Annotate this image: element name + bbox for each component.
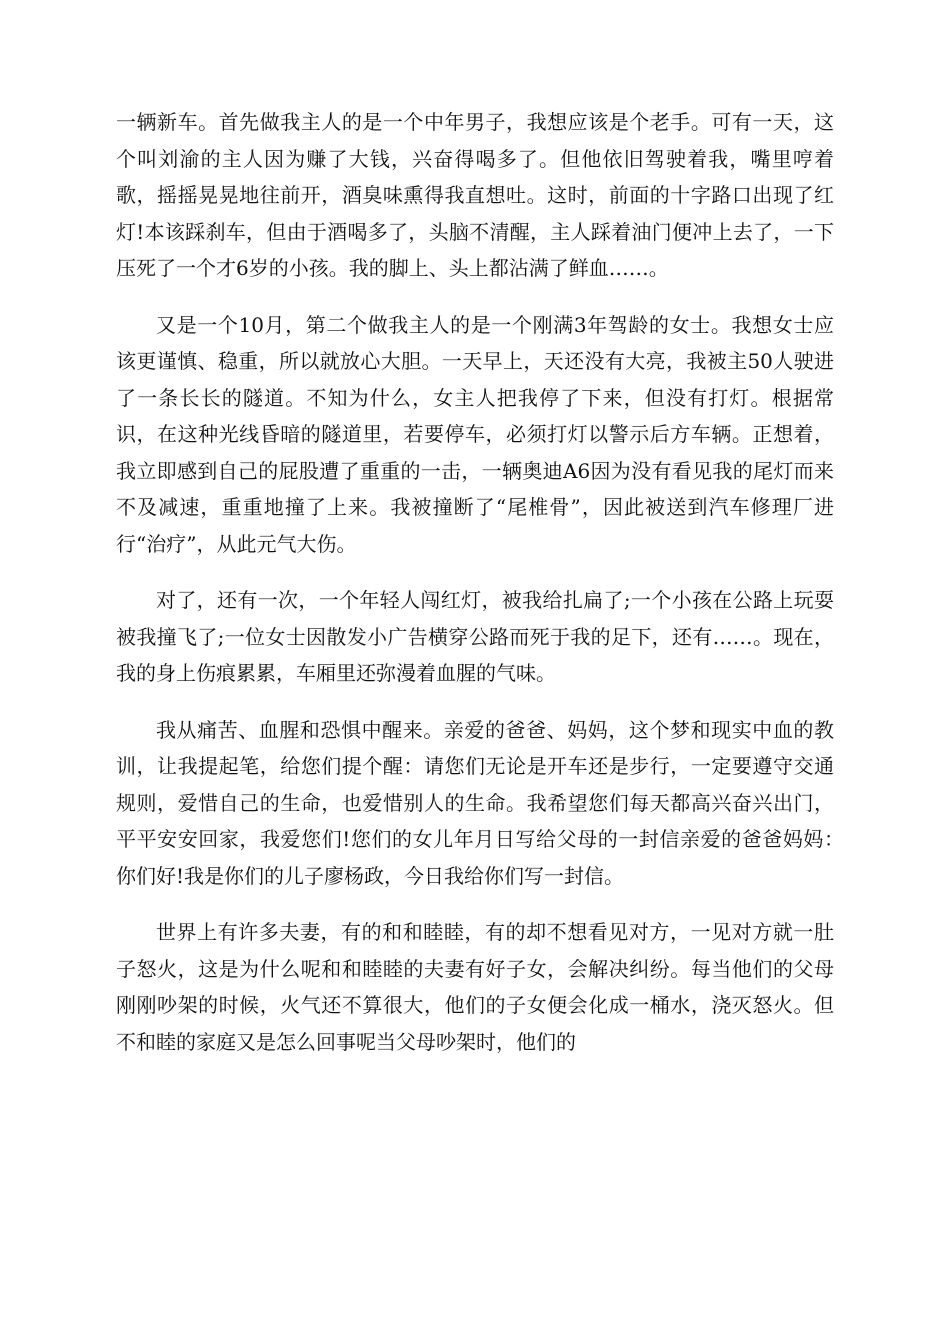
paragraph-5: 世界上有许多夫妻，有的和和睦睦，有的却不想看见对方，一见对方就一肚子怒火，这是为什么呢和和睦睦的夫妻有好子女，会解决纠纷。每当他们的父母刚刚吵架的时候，火气还不算很大，他们的子女便会化成一桶水，浇灭怒火。但不和睦的家庭又是怎么回事呢当父母吵架时，他们的 xyxy=(116,920,834,1054)
paragraph-3: 对了，还有一次，一个年轻人闯红灯，被我给扎扁了;一个小孩在公路上玩耍被我撞飞了;一位女士因散发小广告横穿公路而死于我的足下，还有……。现在，我的身上伤痕累累，车厢里还弥漫着血腥的气味。 xyxy=(116,588,834,685)
paragraph-4: 我从痛苦、血腥和恐惧中醒来。亲爱的爸爸、妈妈，这个梦和现实中血的教训，让我提起笔，给您们提个醒：请您们无论是开车还是步行，一定要遵守交通规则，爱惜自己的生命，也爱惜别人的生命。我希望您们每天都高兴奋兴出门，平平安安回家，我爱您们!您们的女儿年月日写给父母的一封信亲爱的爸爸妈妈： 你们好!我是你们的儿子廖杨政，今日我给你们写一封信。 xyxy=(116,717,874,888)
document-body xyxy=(116,104,874,1080)
paragraph-2: 又是一个10月，第二个做我主人的是一个刚满3年驾龄的女士。我想女士应该更谨慎、稳重，所以就放心大胆。一天早上，天还没有大亮，我被主50人驶进了一条长长的隧道。不知为什么，女主人把我停了下来，但没有打灯。根据常识，在这种光线昏暗的隧道里，若要停车，必须打灯以警示后方车辆。正想着，我立即感到自己的屁股遭了重重的一击，一辆奥迪A6因为没有看见我的尾灯而来不及减速，重重地撞了上来。我被撞断了“尾椎骨”，因此被送到汽车修理厂进行“治疗”，从此元气大伤。 xyxy=(116,312,834,556)
paragraph-1: 一辆新车。首先做我主人的是一个中年男子，我想应该是个老手。可有一天，这个叫刘渝的主人因为赚了大钱，兴奋得喝多了。但他依旧驾驶着我，嘴里哼着歌，摇摇晃晃地往前开，酒臭味熏得我直想吐。这时，前面的十字路口出现了红灯!本该踩刹车，但由于酒喝多了，头脑不清醒，主人踩着油门便冲上去了，一下压死了一个才6岁的小孩。我的脚上、头上都沾满了鲜血……。 xyxy=(116,110,834,280)
